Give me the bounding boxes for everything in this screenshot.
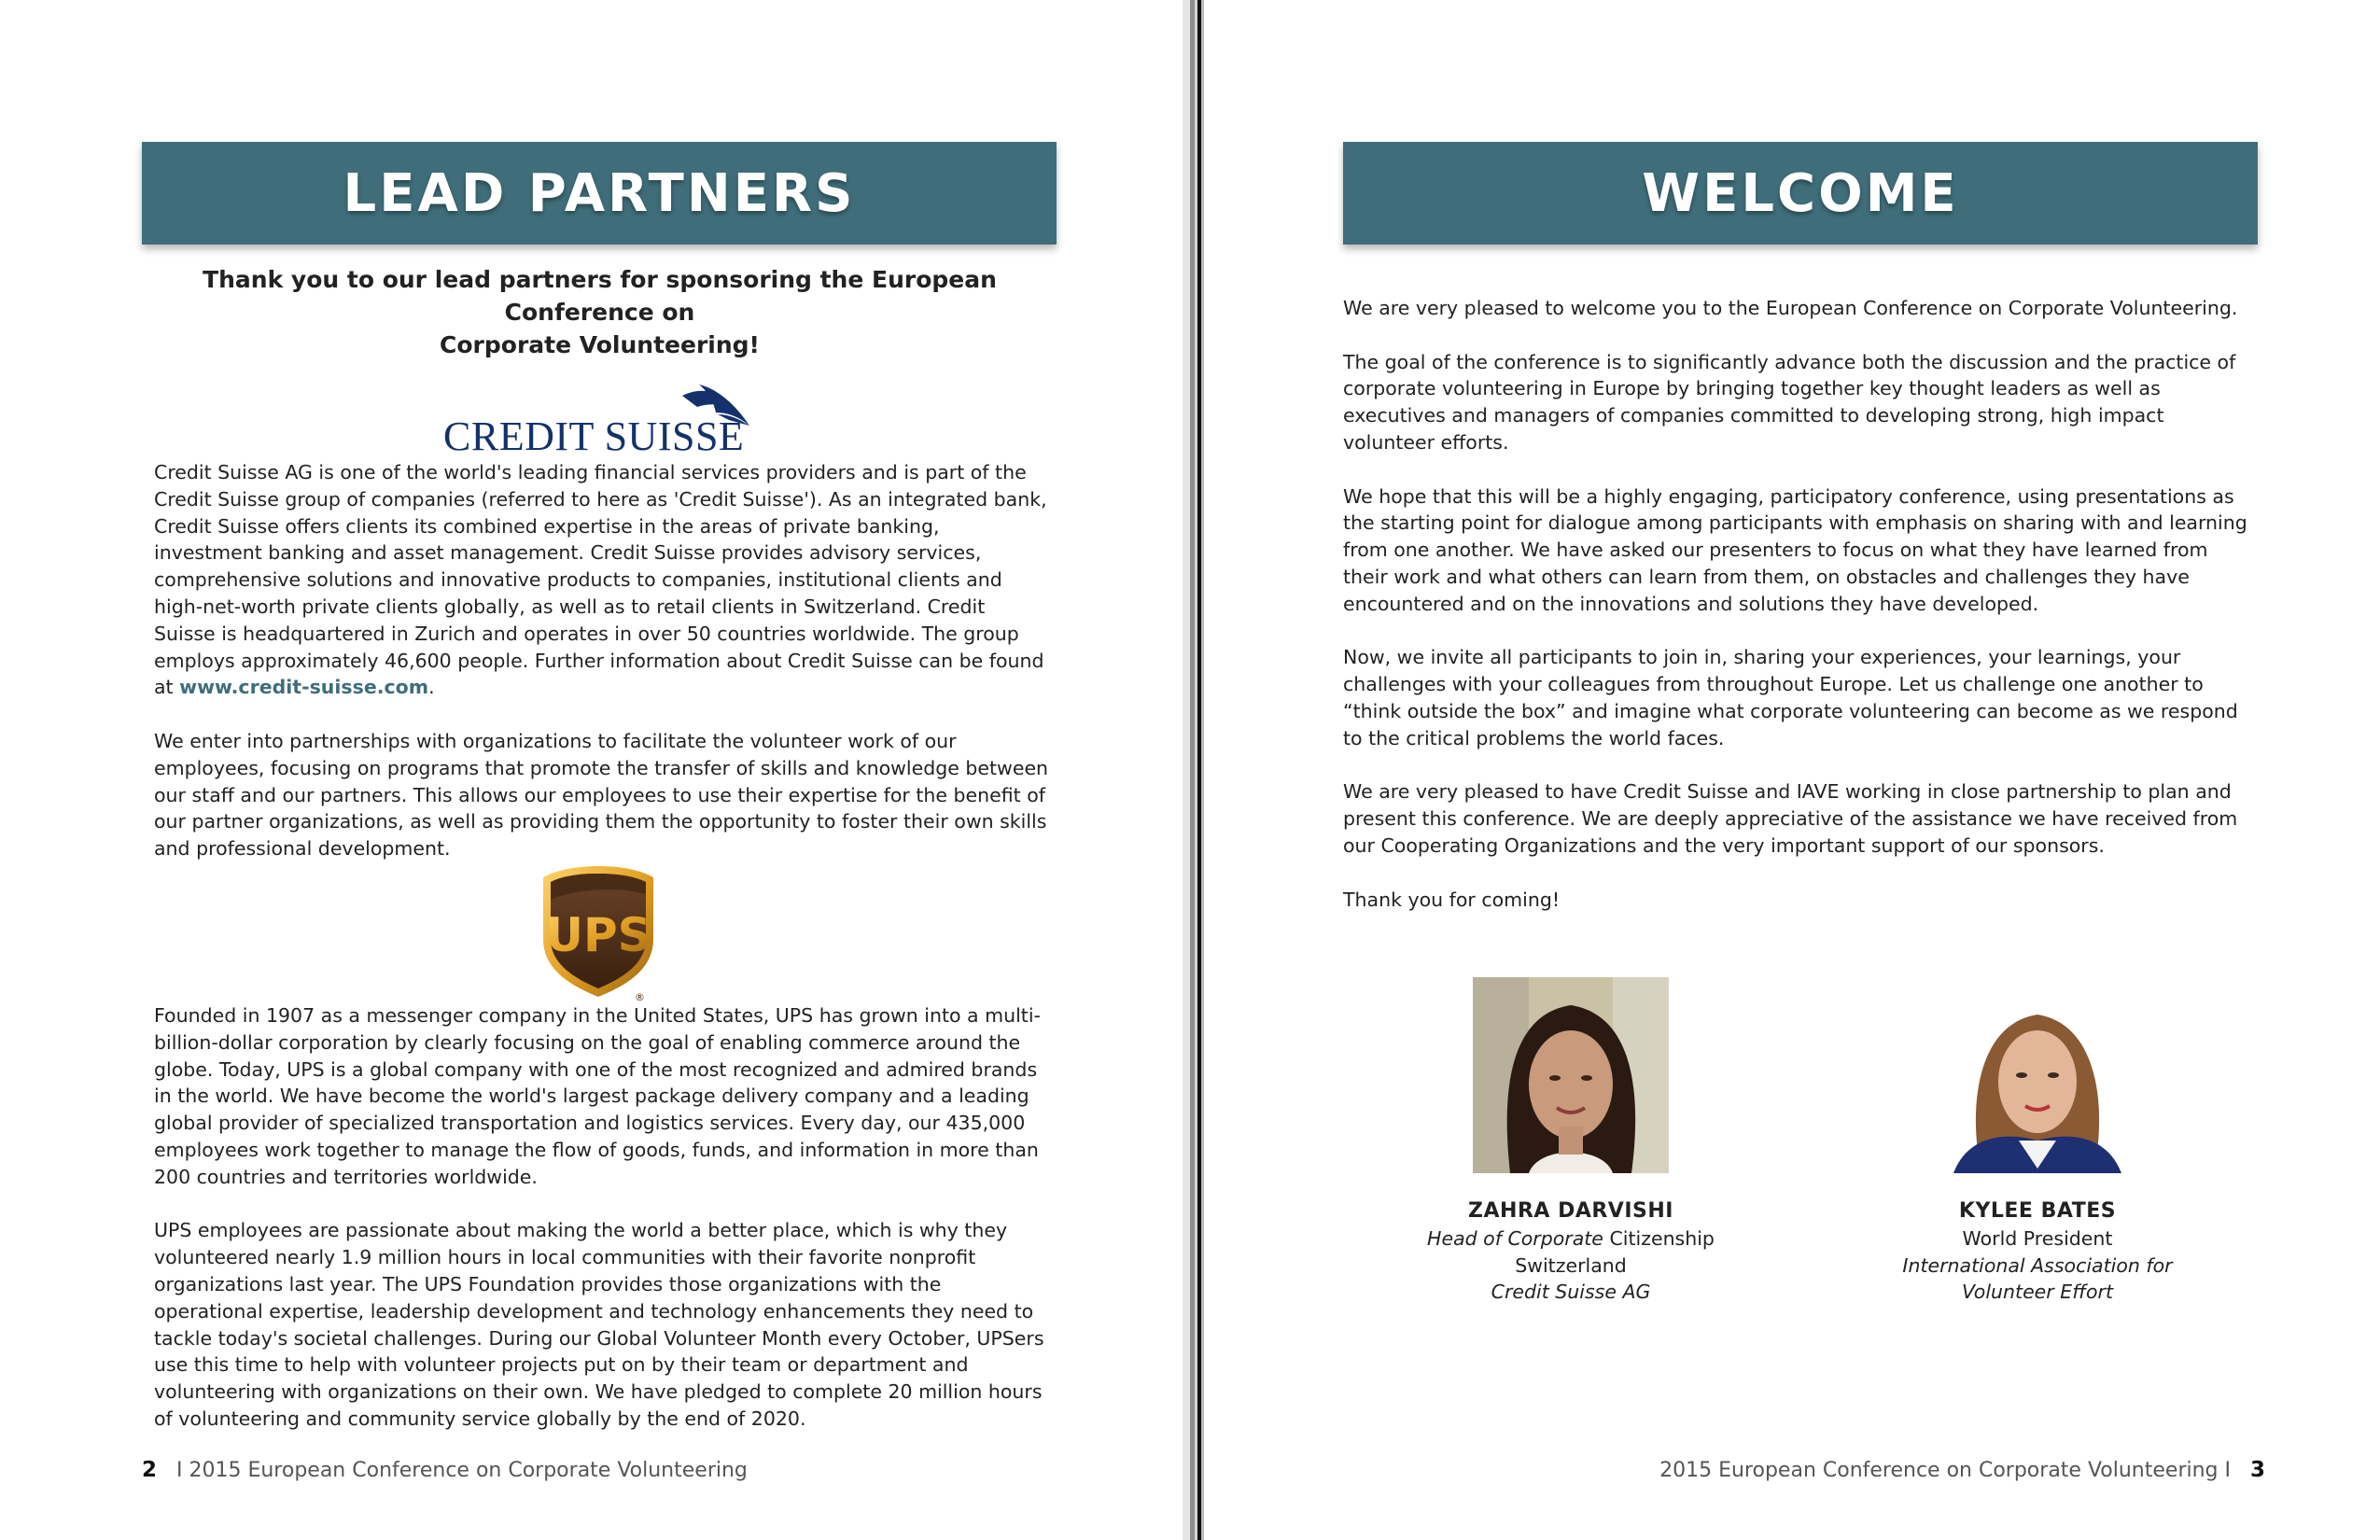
credit-suisse-paragraph-1: Credit Suisse AG is one of the world's leading financial services providers and is part of the Credit Suisse group of companies (referred to here as 'Credit Suisse'). As an integrated bank, Credit Suisse offers clients its combined expertise in the areas of private banking, investment banking and asset management. Credit Suisse provides advisory services, comprehensive solutions and innovative products to companies, institutional clients and high-net-worth private clients globally, as well as to retail clients in Switzerland. Credit Suisse is headquartered in Zurich and operates in over 50 countries worldwide. The group employs approximately 46,600 people. Further information about Credit Suisse can be found at www.credit-suisse.com. (154, 461, 1047, 699)
ups-shield-icon (538, 862, 659, 1002)
person-card-kylee (1841, 1198, 2233, 1306)
ups-paragraph-1: Founded in 1907 as a messenger company in the United States, UPS has grown into a multi-billion-dollar corporation by clearly focusing on the goal of enabling commerce around the globe. Today, UPS is a global company with one of the most recognized and admired brands in the world. We have become the world's largest package delivery company and a leading global provider of specialized transportation and logistics services. Every day, our 435,000 employees work together to manage the flow of goods, funds, and information in more than 200 countries and territories worldwide. (154, 1004, 1041, 1188)
ups-paragraph-2: UPS employees are passionate about making the world a better place, which is why they volunteered nearly 1.9 million hours in local communities with their favorite nonprofit organizations last year. The UPS Foundation provides those organizations with the operational expertise, leadership development and technology enhancements they need to tackle today's societal challenges. During our Global Volunteer Month every October, UPSers use this time to help with volunteer projects put on by their team or department and volunteering with organizations on their own. We have pledged to complete 20 million hours of volunteering and community service globally by the end of 2020. (154, 1219, 1044, 1430)
welcome-paragraph: We hope that this will be a highly engaging, participatory conference, using presentations as the starting point for dialogue among participants with emphasis on sharing with and learning from one another. We have asked our presenters to focus on what they have learned from their work and what others can learn from them, on obstacles and challenges they have encountered and on the innovations and solutions they have developed. (1343, 484, 2247, 615)
welcome-paragraph: Now, we invite all participants to join in, sharing your experiences, your learnings, your challenges with your colleagues from throughout Europe. Let us challenge one another to “think outside the box” and imagine what corporate volunteering can become as we respond to the critical problems the world faces. (1343, 646, 2238, 749)
welcome-banner: WELCOME (1343, 142, 2258, 245)
lead-partners-intro: Thank you to our lead partners for sponsoring the European Conference on Corporate Volunteering! (203, 266, 997, 358)
svg-text:®: ® (635, 991, 645, 1002)
kylee-bates-photo (1939, 977, 2135, 1173)
person-location: Switzerland (1515, 1253, 1627, 1277)
right-footer (1659, 1458, 2265, 1482)
welcome-paragraph: We are very pleased to welcome you to the European Conference on Corporate Volunteering. (1343, 297, 2238, 319)
right-page-number: 3 (2249, 1458, 2265, 1482)
ups-logo (538, 862, 659, 1002)
credit-suisse-paragraph-2: We enter into partnerships with organizations to facilitate the volunteer work of our employees, focusing on programs that promote the transfer of skills and knowledge between our staff and our partners. This allows our employees to use their expertise for the benefit of our partner organizations, as well as providing them the opportunity to foster their own skills and professional development. (154, 729, 1049, 861)
person-name: ZAHRA DARVISHI (1468, 1199, 1673, 1223)
ups-description (154, 1002, 1050, 1460)
person-title: World President (1962, 1226, 2113, 1250)
welcome-paragraph: Thank you for coming! (1343, 888, 1561, 911)
person-organization: Credit Suisse AG (1491, 1281, 1651, 1304)
welcome-paragraph: The goal of the conference is to significantly advance both the discussion and the practice of corporate volunteering in Europe by bringing together key thought leaders as well as executives and managers of companies committed to developing strong, high impact volunteer efforts. (1343, 350, 2236, 454)
person-organization-continued: Volunteer Effort (1961, 1281, 2113, 1304)
person-card-zahra (1375, 1198, 1767, 1306)
credit-suisse-description (154, 459, 1050, 889)
portrait-image (1939, 977, 2135, 1173)
left-page (0, 0, 1183, 1540)
welcome-text (1343, 295, 2248, 940)
left-footer-text: I 2015 European Conference on Corporate Volunteering (176, 1459, 748, 1482)
person-name: KYLEE BATES (1958, 1199, 2117, 1223)
person-organization: International Association for (1902, 1253, 2173, 1277)
welcome-paragraph: We are very pleased to have Credit Suisse and IAVE working in close partnership to plan and present this conference. We are deeply appreciative of the assistance we have received from our Cooperating Organizations and the very important support of our sponsors. (1343, 780, 2238, 857)
lead-partners-banner: LEAD PARTNERS (142, 142, 1057, 245)
right-footer-text: 2015 European Conference on Corporate Volunteering I (1659, 1459, 2231, 1482)
left-page-number: 2 (142, 1458, 158, 1482)
svg-text:UPS: UPS (545, 908, 651, 962)
book-spine (1183, 0, 1204, 1540)
left-footer (142, 1458, 748, 1482)
portrait-image (1473, 977, 1669, 1173)
person-title: Head of Corporate Citizenship (1427, 1226, 1715, 1250)
zahra-darvishi-photo (1473, 977, 1669, 1173)
credit-suisse-link[interactable]: www.credit-suisse.com (179, 676, 429, 699)
credit-suisse-logo: CREDIT SUISSE (443, 383, 761, 457)
